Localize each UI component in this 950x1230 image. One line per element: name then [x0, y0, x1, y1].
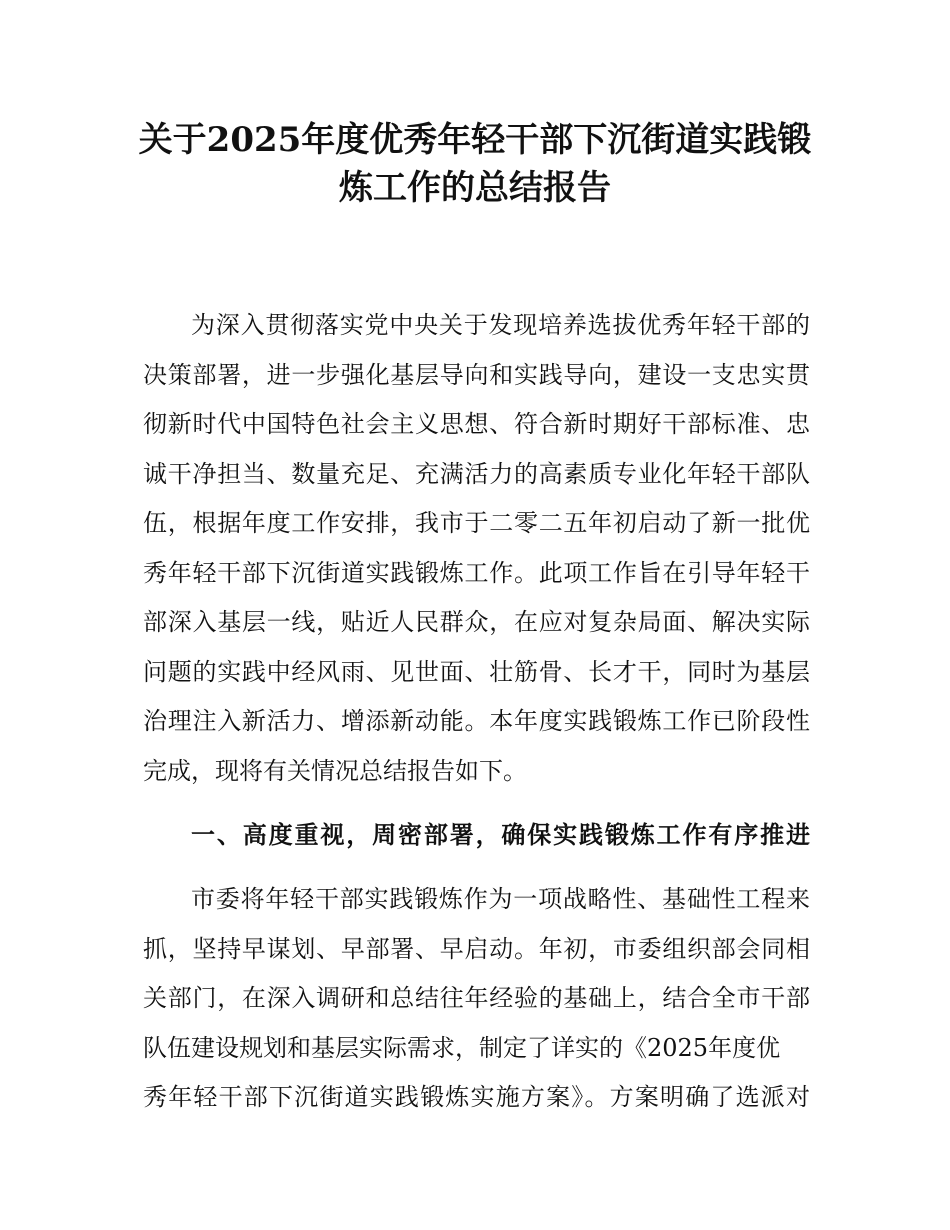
text-line: 抓，坚持早谋划、早部署、早启动。年初，市委组织部会同相 — [143, 935, 810, 963]
text-line: 伍，根据年度工作安排，我市于二零二五年初启动了新一批优 — [143, 509, 810, 537]
text-line: 完成，现将有关情况总结报告如下。 — [143, 757, 527, 785]
text-line: 部深入基层一线，贴近人民群众，在应对复杂局面、解决实际 — [143, 608, 810, 636]
text-line: 秀年轻干部下沉街道实践锻炼工作。此项工作旨在引导年轻干 — [143, 559, 810, 587]
text-line: 队伍建设规划和基层实际需求，制定了详实的《2025年度优 — [143, 1034, 781, 1062]
text-line: 决策部署，进一步强化基层导向和实践导向，建设一支忠实贯 — [143, 361, 810, 389]
text-line: 问题的实践中经风雨、见世面、壮筋骨、长才干，同时为基层 — [143, 658, 810, 686]
document-title-line-1: 关于2025年度优秀年轻干部下沉街道实践锻 — [138, 120, 812, 160]
text-line: 彻新时代中国特色社会主义思想、符合新时期好干部标准、忠 — [143, 410, 810, 438]
text-line: 关部门，在深入调研和总结往年经验的基础上，结合全市干部 — [143, 984, 810, 1012]
text-line: 市委将年轻干部实践锻炼作为一项战略性、基础性工程来 — [191, 885, 810, 913]
text-line: 诚干净担当、数量充足、充满活力的高素质专业化年轻干部队 — [143, 460, 810, 488]
document-title-line-2: 炼工作的总结报告 — [339, 168, 611, 208]
text-line: 为深入贯彻落实党中央关于发现培养选拔优秀年轻干部的 — [191, 311, 810, 339]
text-line: 治理注入新活力、增添新动能。本年度实践锻炼工作已阶段性 — [143, 707, 810, 735]
text-line: 秀年轻干部下沉街道实践锻炼实施方案》。方案明确了选派对 — [143, 1083, 810, 1111]
section-heading-1: 一、高度重视，周密部署，确保实践锻炼工作有序推进 — [191, 820, 810, 849]
